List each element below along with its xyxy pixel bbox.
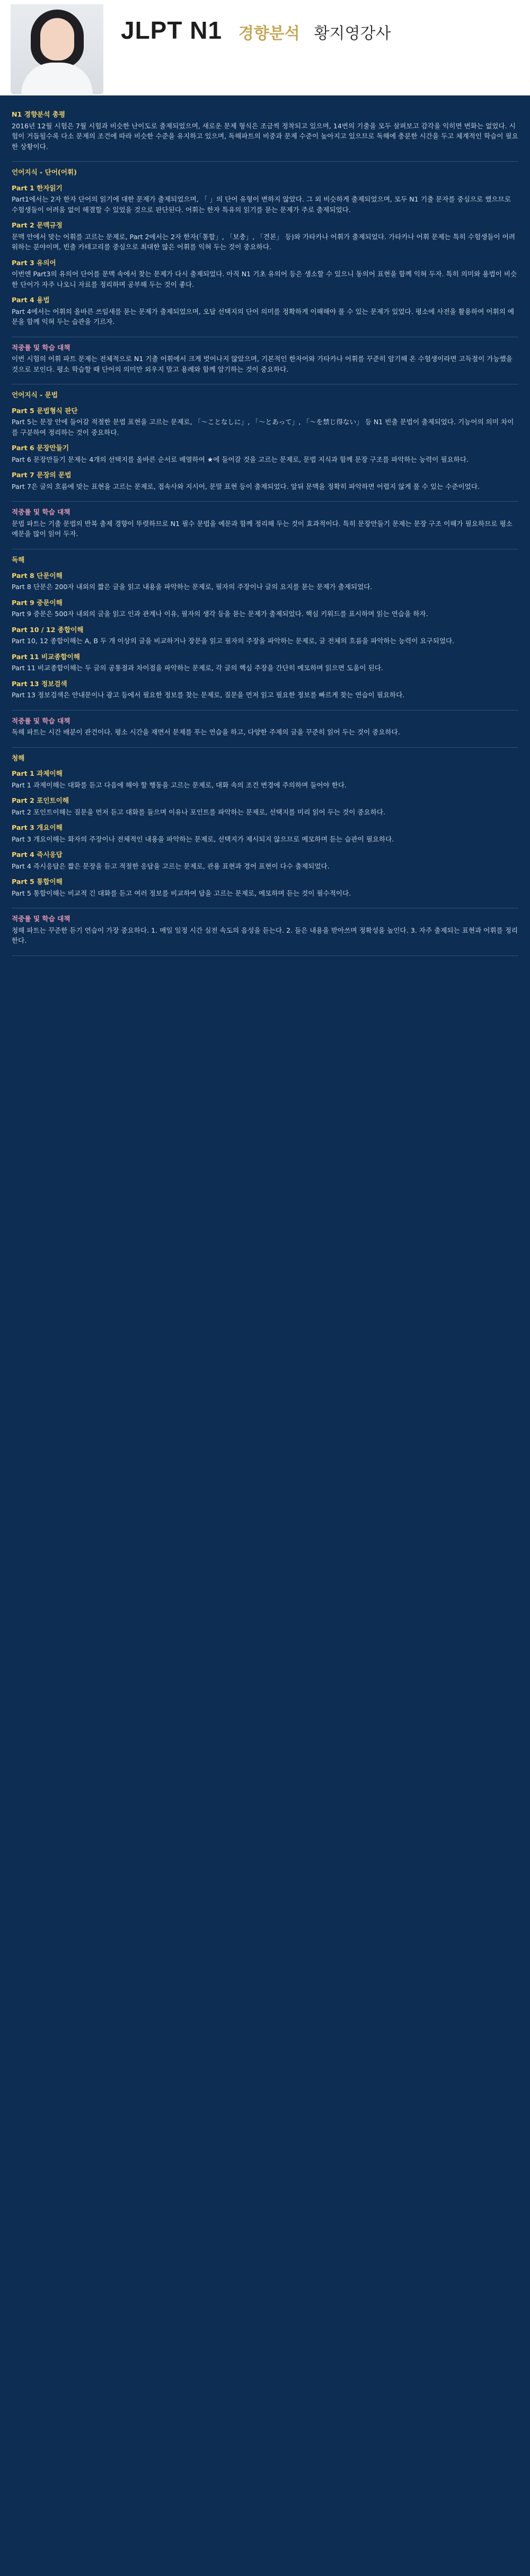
paragraph: Part 1 과제이해는 대화를 듣고 다음에 해야 할 행동을 고르는 문제로, 대화 속의 조건 변경에 주의하며 들어야 한다. [12, 781, 347, 789]
paragraph: Part 4에서는 어휘의 올바른 쓰임새를 묻는 문제가 출제되었으며, 오답 선택지의 단어 의미를 정확하게 이해해야 풀 수 있는 문제가 있었다. 평소에 사전을 활용하여 어휘의 예문을 함께 익혀 두는 습관을 기르자. [12, 307, 515, 326]
subheading: Part 5 통합이해 [12, 878, 63, 886]
subheading: Part 7 문장의 문법 [12, 471, 72, 479]
divider [12, 747, 518, 748]
section-title: 적중률 및 학습 대책 [12, 508, 70, 516]
section-title: 적중률 및 학습 대책 [12, 716, 70, 725]
page [0, 0, 530, 983]
section [12, 555, 518, 700]
paragraph: Part 6 문장만들기 문제는 4개의 선택지를 올바른 순서로 배열하여 ★에 들어갈 것을 고르는 문제로, 문법 지식과 함께 문장 구조를 파악하는 능력이 필요하다. [12, 455, 469, 463]
paragraph: Part 11 비교종합이해는 두 글의 공통점과 차이점을 파악하는 문제로, 각 글의 핵심 주장을 간단히 메모하며 읽으면 도움이 된다. [12, 664, 383, 672]
subheading: Part 8 단문이해 [12, 571, 63, 580]
section [12, 914, 518, 946]
section [12, 390, 518, 492]
header [0, 0, 530, 95]
content [0, 95, 530, 983]
section-title: 청해 [12, 753, 25, 762]
analysis-label: 경향분석 [238, 25, 300, 42]
subheading: Part 13 정보검색 [12, 679, 67, 688]
section [12, 343, 518, 375]
subheading: Part 3 유의어 [12, 258, 56, 267]
subheading: Part 3 개요이해 [12, 823, 63, 832]
paragraph: 문법 파트는 기출 문법의 반복 출제 경향이 뚜렷하므로 N1 필수 문법을 예문과 함께 정리해 두는 것이 효과적이다. 특히 문장만들기 문제는 문장 구조 이해가 필요하므로 평소 예문을 많이 읽어 두자. [12, 519, 513, 538]
paragraph: 청해 파트는 꾸준한 듣기 연습이 가장 중요하다. 1. 매일 일정 시간 실전 속도의 음성을 듣는다. 2. 들은 내용을 받아쓰며 정확성을 높인다. 3. 자주 출제되는 표현과 어휘를 정리한다. [12, 926, 518, 945]
title-line [121, 16, 391, 45]
section [12, 109, 518, 152]
paragraph: 이번엔 Part3의 유의어 단어를 문맥 속에서 찾는 문제가 다시 출제되었다. 아직 N1 기초 유의어 등은 생소할 수 있으니 동의어 표현을 함께 익혀 두자. 특히 의미와 용법이 비슷한 단어가 자주 나오니 자료를 정리하며 공부해 두는 것이 좋다. [12, 270, 517, 288]
divider [12, 710, 518, 711]
paragraph: Part 2 포인트이해는 질문을 먼저 듣고 대화를 들으며 이유나 포인트를 파악하는 문제로, 선택지를 미리 읽어 두는 것이 중요하다. [12, 808, 386, 816]
subheading: Part 1 과제이해 [12, 769, 63, 778]
section-title: 독해 [12, 555, 25, 564]
subheading: Part 2 포인트이해 [12, 796, 69, 805]
paragraph: 문맥 안에서 맞는 어휘를 고르는 문제로, Part 2에서는 2자 한자(「통합」, 「보충」, 「견본」 등)와 가타카나 어휘가 출제되었다. 가타카나 어휘 문제는 특히 수험생들이 어려워하는 분야이며, 빈출 카테고리를 중심으로 최대한 많은 어휘를 익혀 두는 것이 중요하다. [12, 232, 515, 251]
subheading: Part 10 / 12 종합이해 [12, 625, 84, 634]
paragraph: Part 9 중문은 500자 내외의 글을 읽고 인과 관계나 이유, 필자의 생각 등을 묻는 문제가 출제되었다. 핵심 키워드를 표시하며 읽는 연습을 하자. [12, 610, 428, 618]
divider [12, 161, 518, 162]
instructor-photo [11, 4, 103, 94]
paragraph: Part 13 정보검색은 안내문이나 광고 등에서 필요한 정보를 찾는 문제로, 질문을 먼저 읽고 필요한 정보를 빠르게 찾는 연습이 필요하다. [12, 691, 405, 699]
author-name: 황지영강사 [314, 25, 391, 42]
section-title: N1 경향분석 총평 [12, 110, 66, 118]
section [12, 167, 518, 327]
paragraph: Part 7은 글의 흐름에 맞는 표현을 고르는 문제로, 접속사와 지시어, 문말 표현 등이 출제되었다. 앞뒤 문맥을 정확히 파악하면 어렵지 않게 풀 수 있는 수준이었다. [12, 482, 480, 490]
section-title: 언어지식 - 문법 [12, 391, 58, 399]
section-title: 적중률 및 학습 대책 [12, 343, 70, 352]
section-title: 적중률 및 학습 대책 [12, 915, 70, 923]
paragraph: Part 10, 12 종합이해는 A, B 두 개 이상의 글을 비교하거나 장문을 읽고 필자의 주장을 파악하는 문제로, 글 전체의 흐름을 파악하는 능력이 요구되었다. [12, 637, 455, 645]
subheading: Part 4 용법 [12, 296, 50, 304]
paragraph: 독해 파트는 시간 배분이 관건이다. 평소 시간을 재면서 문제를 푸는 연습을 하고, 다양한 주제의 글을 꾸준히 읽어 두는 것이 중요하다. [12, 728, 400, 737]
paragraph: 이번 시험의 어휘 파트 문제는 전체적으로 N1 기출 어휘에서 크게 벗어나지 않았으며, 기본적인 한자어와 가타카나 어휘를 꾸준히 암기해 온 수험생이라면 고득점이 가능했을 것으로 보인다. 평소 학습할 때 단어의 의미만 외우지 말고 용례와 함께 암기하는 것이 중요하다. [12, 355, 513, 373]
paragraph: 2016년 12월 시험은 7월 시험과 비슷한 난이도로 출제되었으며, 새로운 문제 형식은 조금씩 정착되고 있으며, 14번의 기출을 모두 살펴보고 감각을 익히면 변화는 없었다. 시험이 거듭될수록 다소 문제의 조건에 따라 비슷한 수준을 유지하고 있으며, 독해파트의 비중과 문제 수준이 높아지고 있으므로 독해에 충분한 시간을 두고 체계적인 학습이 필요한 상황이다. [12, 121, 518, 151]
section [12, 507, 518, 539]
paragraph: Part 3 개요이해는 화자의 주장이나 전체적인 내용을 파악하는 문제로, 선택지가 제시되지 않으므로 메모하며 듣는 습관이 필요하다. [12, 835, 394, 843]
paragraph: Part1에서는 2자 한자 단어의 읽기에 대한 문제가 출제되었으며, 「 」의 단어 유형이 변하지 않았다. 그 외 비슷하게 출제되었으며, 모두 N1 기출 문자를 중심으로 했으므로 수험생들이 어려움 없이 해결할 수 있었을 것으로 판단된다. 어휘는 한자 특유의 읽기를 묻는 문제가 주로 출제되었다. [12, 195, 511, 214]
subheading: Part 5 문법형식 판단 [12, 406, 78, 415]
subheading: Part 1 한자읽기 [12, 183, 63, 192]
exam-title: JLPT N1 [121, 16, 223, 44]
subheading: Part 9 중문이해 [12, 598, 63, 607]
subheading: Part 2 문맥규정 [12, 221, 63, 230]
paragraph: Part 5 통합이해는 비교적 긴 대화를 듣고 여러 정보를 비교하여 답을 고르는 문제로, 메모하며 듣는 것이 필수적이다. [12, 889, 351, 897]
paragraph: Part 5는 문장 안에 들어갈 적절한 문법 표현을 고르는 문제로, 「〜ことなしに」, 「〜とあって」, 「〜を禁じ得ない」 등 N1 빈출 문법이 출제되었다. 기능어의 의미 차이를 구분하여 정리하는 것이 중요하다. [12, 418, 514, 436]
paragraph: Part 8 단문은 200자 내외의 짧은 글을 읽고 내용을 파악하는 문제로, 필자의 주장이나 글의 요지를 묻는 문제가 출제되었다. [12, 583, 373, 591]
divider [12, 501, 518, 502]
subheading: Part 6 문장만들기 [12, 444, 69, 452]
subheading: Part 11 비교종합이해 [12, 652, 80, 661]
subheading: Part 4 즉시응답 [12, 851, 63, 859]
section-title: 언어지식 - 단어(어휘) [12, 168, 77, 177]
section [12, 716, 518, 738]
paragraph: Part 4 즉시응답은 짧은 문장을 듣고 적절한 응답을 고르는 문제로, 관용 표현과 경어 표현이 다수 출제되었다. [12, 862, 330, 870]
section [12, 753, 518, 899]
